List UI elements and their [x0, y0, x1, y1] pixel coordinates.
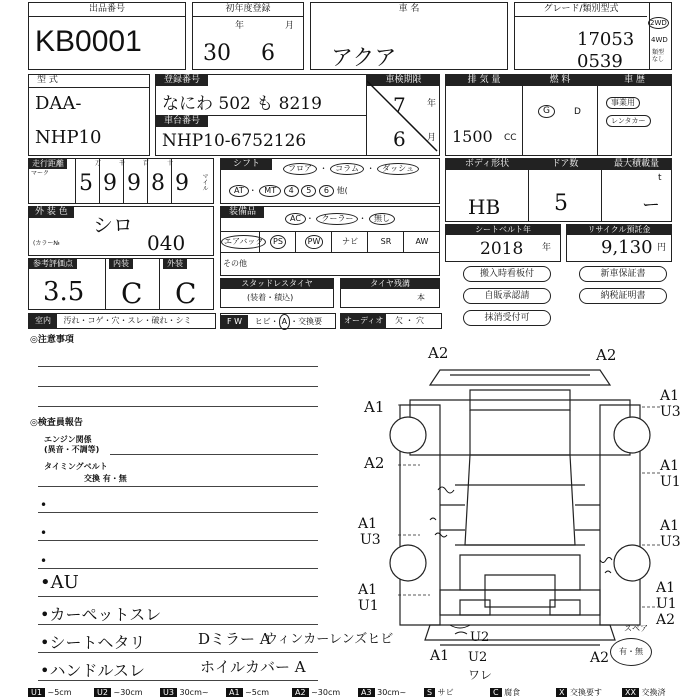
- note-item-3: •シートヘタリ: [40, 633, 146, 652]
- mark-left-3b: U3: [360, 532, 381, 548]
- first-registration-label: 初年度登録: [193, 3, 303, 17]
- body-shape-label: ボディ形状: [446, 159, 528, 170]
- capacity-unit: t: [658, 173, 662, 183]
- history-label: 車 歴: [598, 75, 671, 86]
- damage-legend: [28, 686, 688, 700]
- engine-label: エンジン関係: [44, 435, 92, 444]
- legend-desc: ~30cm: [110, 688, 143, 697]
- mileage-digit: 8: [151, 171, 165, 196]
- bullet-2: •: [40, 526, 48, 540]
- inspection-year-label: 年: [427, 99, 437, 109]
- color-number: 040: [147, 231, 186, 255]
- studless-mounted: 装着: [250, 293, 267, 302]
- note-item-4: •ハンドルスレ: [40, 661, 145, 680]
- mark-left-2: A2: [364, 454, 385, 472]
- mark-right-1a: A1: [660, 388, 680, 404]
- interior-notes-row: [28, 313, 216, 329]
- registration-number: なにわ 502 も 8219: [162, 94, 322, 114]
- legend-key: S: [424, 688, 435, 697]
- mark-rear-left: A1: [430, 648, 450, 664]
- shift-box: [220, 158, 440, 204]
- shift-6: 6: [319, 185, 334, 197]
- legend-desc: 腐食: [501, 688, 521, 697]
- mark-left-4a: A1: [358, 582, 378, 598]
- legend-desc: 交換要す: [567, 688, 603, 697]
- doc-new-car-warranty: 新車保証書: [579, 266, 667, 282]
- inspection-label: 車検期限: [367, 75, 440, 86]
- shift-types: AT ・ MT 4 5 6 他(: [229, 185, 348, 197]
- fw-row: F W ヒビ・ A ・交換要: [220, 313, 336, 329]
- legend-item: [160, 686, 209, 700]
- shift-dash: ダッシュ: [377, 163, 419, 175]
- fw-crack: ヒビ: [254, 317, 271, 326]
- drive-2wd: 2WD: [650, 19, 667, 27]
- mileage-digit: 9: [127, 171, 141, 196]
- extra-item-2: ウィンカーレンズヒビ: [265, 632, 394, 647]
- displacement-value: 1500: [452, 127, 493, 146]
- chassis-number-label: 車台番号: [156, 116, 208, 127]
- legend-item: [358, 686, 406, 700]
- legend-desc: 交換済: [638, 688, 666, 697]
- color-value: シロ: [93, 213, 133, 237]
- exterior-label: 外装: [163, 259, 187, 269]
- shift-4: 4: [284, 185, 299, 197]
- month-label: 月: [285, 21, 295, 31]
- grade-label: グレード/類別型式: [515, 3, 647, 17]
- timing-label: タイミングベルト: [44, 462, 108, 471]
- legend-key: U1: [28, 688, 45, 697]
- equipment-box: [220, 206, 440, 276]
- shift-at: AT: [229, 185, 249, 197]
- digit-header: 千: [119, 160, 126, 167]
- registration-box: [155, 74, 440, 156]
- studless-loaded: 積込: [274, 293, 291, 302]
- legend-item: [490, 686, 520, 700]
- studless-label: スタッドレスタイヤ: [221, 279, 333, 289]
- mileage-digit: 5: [79, 171, 93, 196]
- body-box: [445, 158, 672, 222]
- equipment-none: 無し: [369, 213, 395, 225]
- digit-header: 万: [95, 160, 102, 167]
- drive-column: [649, 3, 672, 69]
- studless-box: [220, 278, 334, 308]
- legend-desc: 30cm~: [176, 688, 209, 697]
- mark-front-right: A2: [596, 346, 617, 364]
- audio-label: オーディオ: [341, 314, 386, 328]
- drive-4wd: 4WD: [651, 36, 668, 44]
- model-type-value-1: DAA-: [35, 93, 82, 114]
- legend-key: U3: [160, 688, 177, 697]
- spare-options-text: 有・無: [619, 647, 643, 656]
- fuel-diesel: D: [574, 107, 581, 117]
- shift-options: フロア ・ コラム ・ ダッシュ: [283, 163, 419, 175]
- timing-sub: 交換 有・無: [84, 474, 127, 483]
- note-item-3-text: シートヘタリ: [49, 633, 146, 652]
- first-registration-month: 6: [261, 41, 275, 66]
- seatbelt-year: 2018: [480, 239, 524, 259]
- note-item-2-text: カーペットスレ: [49, 605, 162, 624]
- mileage-marker: マーク: [31, 170, 50, 177]
- caution-label: ◎注意事項: [30, 335, 74, 345]
- legend-item: [28, 686, 71, 700]
- legend-desc: 30cm~: [374, 688, 407, 697]
- shift-5: 5: [301, 185, 316, 197]
- equipment-row1: AC ・ クーラー ・ 無し: [285, 213, 395, 225]
- mileage-label: 走行距離: [29, 159, 67, 169]
- mark-right-2b: U1: [660, 474, 681, 490]
- doors-value: 5: [554, 191, 568, 216]
- equipment-item: エアバック: [221, 232, 259, 252]
- mark-front-left: A2: [428, 344, 449, 362]
- mark-left-3a: A1: [358, 516, 378, 532]
- legend-item: [424, 686, 454, 700]
- color-box: [28, 206, 214, 256]
- shift-other: 他: [336, 186, 345, 195]
- score-label: 参考評価点: [29, 259, 77, 269]
- fw-label: F W: [221, 315, 248, 329]
- tire-depth-label: タイヤ残溝: [341, 279, 439, 289]
- extra-item-1: Dミラー A: [198, 630, 271, 648]
- displacement-label: 排 気 量: [446, 75, 522, 86]
- shift-label: シフト: [221, 159, 272, 170]
- doc-tax-certificate: 納税証明書: [579, 288, 667, 304]
- interior-label: 内装: [109, 259, 133, 269]
- engine-sub: (異音・不調等): [44, 445, 100, 454]
- grade-value: 17053: [577, 29, 635, 50]
- mileage-unit: マイル: [201, 173, 208, 191]
- car-name-label: 車 名: [398, 4, 420, 14]
- tire-depth-box: [340, 278, 440, 308]
- legend-desc: サビ: [435, 688, 454, 697]
- bullet-1: •: [40, 498, 48, 512]
- mark-left-4b: U1: [358, 598, 379, 614]
- equipment-item: AW: [403, 232, 440, 252]
- inspection-strike: [367, 75, 440, 155]
- recycle-unit: 円: [657, 243, 667, 253]
- lot-number: KB0001: [35, 25, 142, 58]
- note-item-2: •カーペットスレ: [40, 605, 162, 624]
- documents-box: [445, 264, 672, 328]
- mileage-digit: 9: [175, 171, 189, 196]
- equipment-other: その他: [223, 259, 247, 268]
- mark-right-2a: A1: [660, 458, 680, 474]
- legend-desc: ~5cm: [44, 688, 72, 697]
- mark-rear-center-2: U2: [468, 650, 488, 665]
- model-code: 0539: [577, 51, 623, 72]
- mileage-box: [28, 158, 214, 204]
- seatbelt-label: シートベルト年: [446, 225, 560, 235]
- color-label: 外 装 色: [29, 207, 74, 218]
- recycle-value: 9,130: [601, 237, 653, 258]
- legend-item: [226, 686, 269, 700]
- mark-right-3b: U3: [660, 534, 681, 550]
- tire-depth-unit: 本: [417, 293, 425, 302]
- audio-hole: 穴: [416, 316, 425, 325]
- model-type-label: 型 式: [37, 75, 58, 85]
- note-item-4-text: ハンドルスレ: [49, 661, 145, 680]
- mark-rear-right: A2: [590, 650, 610, 666]
- interior-notes-label: 室内: [29, 314, 57, 328]
- legend-key: A1: [226, 688, 243, 697]
- car-name: アクア: [331, 46, 397, 71]
- registration-number-label: 登録番号: [156, 75, 208, 86]
- seatbelt-unit: 年: [542, 243, 552, 253]
- shift-mt: MT: [259, 185, 281, 197]
- history-business: 事業用: [606, 97, 640, 109]
- mark-right-4b: U1: [656, 596, 677, 612]
- legend-desc: ~30cm: [308, 688, 341, 697]
- audio-missing: 欠: [394, 316, 403, 325]
- shift-column: コラム: [330, 163, 364, 175]
- recycle-box: [566, 224, 672, 262]
- recycle-label: リサイクル預託金: [567, 225, 671, 235]
- audio-row: オーディオ 欠 ・ 穴: [340, 313, 442, 329]
- fw-a: A: [279, 314, 290, 330]
- mark-right-1b: U3: [660, 404, 681, 420]
- legend-key: A2: [292, 688, 309, 697]
- cc-label: CC: [504, 133, 517, 143]
- digit-header: 十: [167, 160, 174, 167]
- car-damage-diagram: [360, 345, 690, 685]
- bullet-3: •: [40, 554, 48, 568]
- grade-box: [514, 2, 672, 70]
- equipment-item: PS: [259, 232, 296, 252]
- equipment-item: ナビ: [331, 232, 368, 252]
- first-registration-year: 30: [203, 41, 231, 66]
- legend-desc: ~5cm: [242, 688, 270, 697]
- model-type-value-2: NHP10: [35, 127, 102, 148]
- mileage-digit: 9: [103, 171, 117, 196]
- legend-item: [622, 686, 666, 700]
- model-type-box: [28, 74, 150, 156]
- legend-item: [556, 686, 602, 700]
- equipment-label: 装備品: [221, 207, 264, 218]
- spare-label: スペア: [624, 624, 648, 633]
- note-item-1-text: AU: [50, 572, 79, 593]
- fuel-label: 燃 料: [523, 75, 597, 86]
- fw-replace: 交換要: [298, 317, 323, 326]
- note-item-1: •AU: [40, 572, 79, 593]
- lot-number-box: [28, 2, 186, 70]
- mark-right-5: A2: [656, 612, 676, 628]
- fuel-gasoline: G: [538, 105, 555, 118]
- inspection-column: [366, 75, 440, 155]
- legend-item: [94, 686, 143, 700]
- seatbelt-box: [445, 224, 561, 262]
- studless-options: (装着・積込): [247, 293, 294, 302]
- doc-dealer-approval: 自販承認請: [463, 288, 551, 304]
- extra-item-3: ホイルカバー A: [200, 658, 306, 676]
- lot-number-label: 出品番号: [29, 3, 185, 17]
- doc-signboard: 搬入時看板付: [463, 266, 551, 282]
- first-registration-box: [192, 2, 304, 70]
- legend-key: C: [490, 688, 502, 697]
- capacity-value: ー: [642, 195, 660, 216]
- legend-item: [292, 686, 340, 700]
- mark-right-3a: A1: [660, 518, 680, 534]
- doc-deregistration: 抹消受付可: [463, 310, 551, 326]
- digit-header: 百: [143, 160, 150, 167]
- color-number-label: (カラー№: [33, 240, 60, 247]
- body-shape: HB: [468, 195, 501, 219]
- legend-key: XX: [622, 688, 639, 697]
- equipment-item: PW: [295, 232, 332, 252]
- mark-rear-crack: ワレ: [468, 668, 493, 682]
- chassis-number: NHP10-6752126: [162, 131, 307, 151]
- interior-notes-options: 汚れ・コゲ・穴・スレ・破れ・シミ: [63, 316, 192, 325]
- specs-box: [445, 74, 672, 156]
- legend-key: U2: [94, 688, 111, 697]
- legend-key: A3: [358, 688, 375, 697]
- score-value: 3.5: [43, 277, 85, 307]
- shift-floor: フロア: [283, 163, 317, 175]
- mark-right-4a: A1: [656, 580, 676, 596]
- drive-other: 類型 なし: [652, 49, 665, 63]
- mark-rear-center-1: U2: [470, 630, 490, 645]
- equipment-cooler: クーラー: [316, 213, 358, 225]
- equipment-ac: AC: [285, 213, 306, 225]
- doors-label: ドア数: [529, 159, 601, 170]
- equipment-item: SR: [367, 232, 404, 252]
- car-name-box: [310, 2, 508, 70]
- mark-left-1: A1: [364, 398, 385, 416]
- exterior-value: C: [175, 277, 197, 310]
- inspection-year: 7: [393, 93, 406, 117]
- inspector-label: ◎検査員報告: [30, 418, 83, 428]
- legend-key: X: [556, 688, 567, 697]
- capacity-label: 最大積載量: [602, 159, 671, 170]
- spare-options: [610, 638, 652, 666]
- inspection-month: 6: [393, 127, 406, 151]
- score-box: [28, 258, 214, 310]
- year-label: 年: [235, 21, 245, 31]
- history-rental: レンタカー: [606, 115, 651, 127]
- interior-value: C: [121, 277, 143, 310]
- inspection-month-label: 月: [427, 133, 437, 143]
